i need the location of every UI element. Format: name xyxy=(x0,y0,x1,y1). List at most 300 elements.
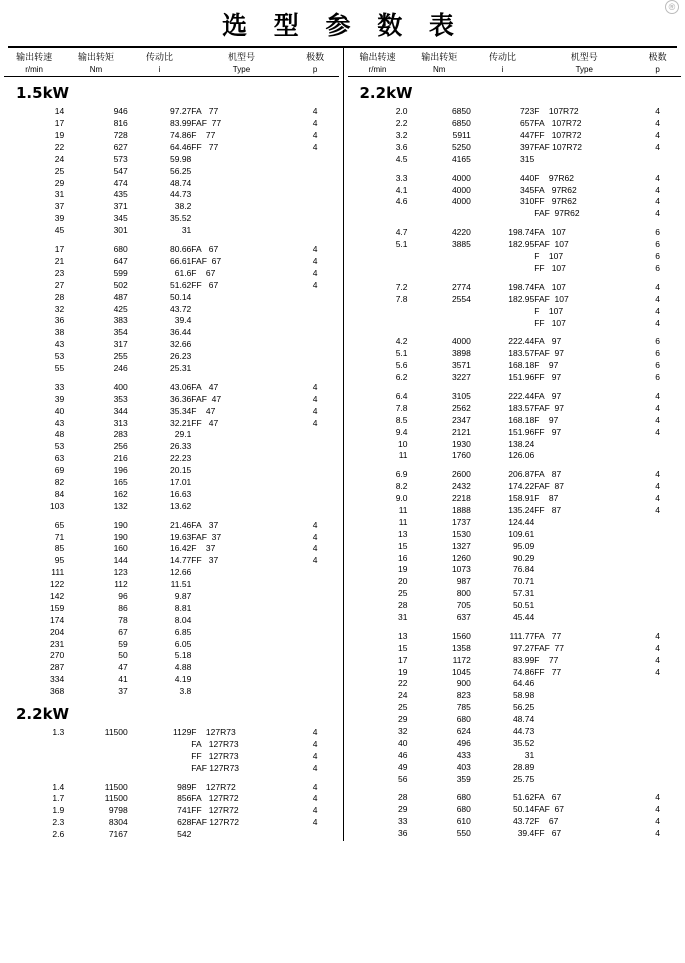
power-rating-heading: 2.2kW xyxy=(359,84,413,103)
cell-poles xyxy=(292,650,339,662)
cell-output-torque: 785 xyxy=(456,702,471,713)
table-row xyxy=(348,106,682,118)
cell-poles xyxy=(634,564,681,576)
table-row xyxy=(348,738,682,750)
table-row xyxy=(348,185,682,197)
cell-ratio: 310 xyxy=(520,196,535,207)
cell-output-torque: 5911 xyxy=(452,130,471,141)
cell-output-torque: 11500 xyxy=(104,781,128,792)
cell-poles: 4 xyxy=(655,792,660,803)
group-spacer xyxy=(348,785,682,792)
cell-output-torque: 800 xyxy=(456,588,471,599)
cell-ratio: 19.63 xyxy=(170,531,192,542)
table-row xyxy=(4,315,339,327)
cell-output-torque: 354 xyxy=(113,327,128,338)
cell-poles xyxy=(292,829,339,841)
cell-poles: 4 xyxy=(655,426,660,437)
cell-output-speed: 1.7 xyxy=(52,793,65,804)
cell-output-torque xyxy=(408,208,471,220)
cell-poles xyxy=(634,726,681,738)
cell-output-speed: 6.9 xyxy=(395,469,408,480)
table-row xyxy=(4,662,339,674)
cell-poles: 4 xyxy=(312,130,318,141)
cell-output-speed: 1.9 xyxy=(52,805,65,816)
cell-poles xyxy=(634,750,681,762)
cell-poles: 4 xyxy=(312,255,318,266)
table-row xyxy=(4,130,339,142)
cell-output-torque: 3885 xyxy=(451,239,471,250)
cell-type: F 67 xyxy=(534,816,559,827)
table-row xyxy=(348,750,682,762)
cell-poles xyxy=(634,154,681,166)
cell-ratio: 3.8 xyxy=(179,686,192,697)
cell-ratio: 29.1 xyxy=(174,429,192,440)
cell-output-torque: 96 xyxy=(118,590,128,601)
cell-poles xyxy=(292,567,339,579)
cell-ratio: 59.98 xyxy=(170,153,192,164)
table-columns xyxy=(0,48,685,841)
cell-output-torque: 705 xyxy=(456,600,471,611)
cell-output-torque: 4000 xyxy=(451,196,471,207)
cell-poles xyxy=(292,351,339,363)
table-row xyxy=(348,439,682,451)
cell-output-speed: 1.4 xyxy=(52,781,65,792)
cell-type: FAF 37 xyxy=(191,531,222,542)
table-row xyxy=(348,469,682,481)
table-row xyxy=(348,804,682,816)
cell-output-torque: 1260 xyxy=(451,552,471,563)
cell-ratio: 440 xyxy=(520,172,535,183)
table-row xyxy=(348,631,682,643)
cell-output-speed: 174 xyxy=(50,614,65,625)
table-row xyxy=(348,415,682,427)
cell-type xyxy=(534,154,634,166)
cell-output-speed: 368 xyxy=(50,686,65,697)
cell-output-speed: 11 xyxy=(398,450,408,461)
cell-output-speed: 24 xyxy=(54,153,65,164)
cell-output-speed: 17 xyxy=(54,118,65,129)
cell-type xyxy=(191,603,291,615)
table-row xyxy=(348,263,682,275)
cell-type xyxy=(191,315,291,327)
cell-ratio: 109.61 xyxy=(508,528,535,539)
cell-poles xyxy=(634,762,681,774)
cell-output-torque: 283 xyxy=(113,429,128,440)
cell-type: FF 97R62 xyxy=(534,196,577,207)
cell-type xyxy=(191,225,291,237)
cell-type xyxy=(191,429,291,441)
power-rating-heading: 2.2kW xyxy=(16,705,70,723)
cell-poles xyxy=(292,429,339,441)
cell-output-speed: 85 xyxy=(54,543,65,554)
cell-output-speed: 14 xyxy=(54,106,65,117)
cell-output-speed: 40 xyxy=(54,405,65,416)
table-row xyxy=(348,678,682,690)
cell-output-speed: 7.8 xyxy=(395,293,408,304)
cell-output-speed: 65 xyxy=(54,519,65,530)
group-spacer xyxy=(348,384,682,391)
cell-ratio: 447 xyxy=(520,130,535,141)
cell-type xyxy=(534,726,634,738)
cell-ratio: 4.19 xyxy=(174,674,192,685)
cell-ratio: 25.75 xyxy=(512,773,535,784)
table-row xyxy=(4,829,339,841)
cell-output-torque: 3227 xyxy=(451,372,471,383)
cell-type xyxy=(191,441,291,453)
table-row xyxy=(4,394,339,406)
cell-ratio: 31 xyxy=(181,225,192,236)
table-row xyxy=(4,805,339,817)
cell-output-speed: 36 xyxy=(54,315,65,326)
cell-type: F 77 xyxy=(191,130,216,141)
cell-output-speed: 4.5 xyxy=(395,153,408,164)
header-type: 机型号 Type xyxy=(570,53,598,75)
cell-output-torque: 2432 xyxy=(451,481,471,492)
cell-output-torque: 344 xyxy=(113,405,128,416)
cell-type: FA 37 xyxy=(191,519,219,530)
cell-output-torque: 196 xyxy=(113,465,128,476)
group-spacer xyxy=(348,275,682,282)
cell-output-torque: 403 xyxy=(456,761,471,772)
cell-ratio: 64.46 xyxy=(170,141,192,152)
cell-type xyxy=(534,738,634,750)
cell-output-torque: 383 xyxy=(113,315,128,326)
cell-output-speed: 6.2 xyxy=(395,372,408,383)
table-row xyxy=(348,481,682,493)
cell-ratio: 657 xyxy=(520,118,535,129)
table-row xyxy=(4,118,339,130)
cell-poles xyxy=(292,201,339,213)
table-row xyxy=(348,427,682,439)
cell-poles xyxy=(634,529,681,541)
cell-output-speed: 13 xyxy=(398,630,408,641)
cell-poles: 4 xyxy=(655,118,660,129)
cell-type: FAF 97R62 xyxy=(534,208,580,219)
cell-output-torque: 47 xyxy=(118,662,128,673)
cell-ratio: 124.44 xyxy=(508,516,535,527)
cell-poles: 4 xyxy=(655,816,660,827)
table-row xyxy=(4,739,339,751)
header-torque: 输出转矩 Nm xyxy=(77,53,114,75)
cell-output-speed xyxy=(348,208,408,220)
table-row xyxy=(4,727,339,739)
cell-type: FA 127R72 xyxy=(191,793,239,804)
cell-output-torque xyxy=(64,763,128,775)
cell-output-torque: 435 xyxy=(113,189,128,200)
cell-ratio xyxy=(471,318,534,330)
table-row xyxy=(4,304,339,316)
cell-type xyxy=(191,650,291,662)
cell-output-speed: 95 xyxy=(54,555,65,566)
cell-poles: 4 xyxy=(655,654,660,665)
cell-ratio: 83.99 xyxy=(512,654,535,665)
cell-output-speed: 53 xyxy=(54,441,65,452)
cell-output-torque: 823 xyxy=(456,690,471,701)
cell-output-torque: 624 xyxy=(456,726,471,736)
table-row xyxy=(4,429,339,441)
spec-table xyxy=(4,106,339,698)
cell-type: F 97 xyxy=(534,414,559,425)
cell-ratio: 345 xyxy=(520,184,535,195)
cell-output-torque: 4220 xyxy=(451,227,471,238)
cell-type xyxy=(191,477,291,489)
cell-poles: 4 xyxy=(655,504,660,515)
cell-output-torque: 816 xyxy=(113,118,128,129)
cell-output-speed: 28 xyxy=(398,600,408,611)
header-poles: 极数 p xyxy=(306,53,325,75)
cell-output-torque xyxy=(408,306,471,318)
table-row xyxy=(4,339,339,351)
cell-output-speed: 69 xyxy=(54,465,65,476)
cell-type: FAF 97 xyxy=(534,402,564,413)
cell-type xyxy=(534,678,634,690)
cell-output-torque xyxy=(408,318,471,330)
table-row xyxy=(348,690,682,702)
cell-poles xyxy=(634,714,681,726)
cell-poles: 4 xyxy=(312,244,318,255)
cell-ratio: 39.4 xyxy=(174,315,192,326)
cell-type: F 77 xyxy=(534,654,559,665)
cell-type: F 37 xyxy=(191,543,216,554)
cell-output-speed: 13 xyxy=(398,528,408,539)
cell-type: F 47 xyxy=(191,405,216,416)
cell-poles: 4 xyxy=(655,666,660,677)
cell-output-speed: 4.6 xyxy=(395,196,408,207)
cell-type xyxy=(191,465,291,477)
cell-output-speed: 21 xyxy=(54,255,65,266)
group-spacer xyxy=(4,513,339,520)
cell-output-speed: 29 xyxy=(398,804,408,815)
table-row xyxy=(348,306,682,318)
cell-output-torque: 1560 xyxy=(451,630,471,641)
cell-output-speed: 5.6 xyxy=(395,360,408,371)
cell-type: F 107R72 xyxy=(534,106,579,117)
cell-poles xyxy=(634,450,681,462)
cell-output-speed: 270 xyxy=(50,650,65,661)
cell-ratio: 16.63 xyxy=(170,488,192,499)
cell-type: FAF 107 xyxy=(534,293,569,304)
cell-output-speed xyxy=(4,763,64,775)
cell-output-torque: 627 xyxy=(113,141,128,152)
cell-type: F 107 xyxy=(534,305,564,316)
left-table-body xyxy=(4,77,339,841)
cell-poles: 4 xyxy=(312,762,318,773)
cell-output-torque: 190 xyxy=(113,531,128,542)
group-spacer xyxy=(4,775,339,782)
group-spacer xyxy=(4,237,339,244)
cell-output-speed: 122 xyxy=(50,579,65,590)
cell-type: FAF 127R73 xyxy=(191,762,240,773)
cell-output-speed: 25 xyxy=(54,165,65,176)
cell-poles xyxy=(634,576,681,588)
cell-ratio: 183.57 xyxy=(508,402,535,413)
header-speed: 输出转速 r/min xyxy=(16,53,53,75)
cell-type xyxy=(191,591,291,603)
cell-poles: 4 xyxy=(655,493,660,504)
cell-poles xyxy=(292,579,339,591)
cell-ratio: 151.96 xyxy=(508,372,535,383)
table-row xyxy=(348,600,682,612)
cell-poles xyxy=(292,591,339,603)
cell-ratio: 45.44 xyxy=(512,611,535,622)
cell-type xyxy=(534,439,634,451)
cell-output-torque: 345 xyxy=(113,213,128,224)
cell-output-torque: 162 xyxy=(113,488,128,499)
cell-poles: 4 xyxy=(655,196,660,207)
table-row xyxy=(4,477,339,489)
table-row xyxy=(4,817,339,829)
table-row xyxy=(4,520,339,532)
table-row xyxy=(4,154,339,166)
cell-output-torque: 11500 xyxy=(104,793,128,804)
cell-poles: 4 xyxy=(312,106,318,117)
cell-ratio: 66.61 xyxy=(170,255,192,266)
cell-output-speed: 7.8 xyxy=(395,402,408,413)
cell-poles: 6 xyxy=(655,360,660,371)
cell-ratio: 26.23 xyxy=(170,351,192,362)
cell-type xyxy=(534,750,634,762)
cell-type xyxy=(191,339,291,351)
cell-ratio: 38.2 xyxy=(174,201,192,212)
cell-ratio: 44.73 xyxy=(512,726,535,736)
cell-ratio: 856 xyxy=(177,793,192,804)
cell-type xyxy=(534,564,634,576)
cell-poles xyxy=(634,439,681,451)
cell-poles: 4 xyxy=(655,184,660,195)
cell-type: F 67 xyxy=(191,267,216,278)
cell-ratio: 9.87 xyxy=(174,590,192,601)
cell-ratio: 158.91 xyxy=(508,493,535,504)
cell-ratio: 56.25 xyxy=(512,702,535,713)
cell-output-speed: 28 xyxy=(54,291,65,302)
cell-ratio: 17.01 xyxy=(170,476,192,487)
cell-poles: 4 xyxy=(655,305,660,316)
cell-poles xyxy=(292,315,339,327)
cell-output-speed: 111 xyxy=(51,567,65,578)
table-row xyxy=(348,360,682,372)
cell-ratio: 182.95 xyxy=(508,239,535,250)
cell-poles xyxy=(292,674,339,686)
cell-poles xyxy=(292,453,339,465)
cell-poles xyxy=(292,304,339,316)
cell-output-speed: 40 xyxy=(398,737,408,748)
cell-ratio: 43.72 xyxy=(512,816,535,827)
cell-type xyxy=(534,762,634,774)
cell-poles xyxy=(292,639,339,651)
column-headers-left xyxy=(4,51,339,75)
power-rating-heading: 1.5kW xyxy=(16,84,70,103)
cell-type xyxy=(191,201,291,213)
cell-ratio: 74.86 xyxy=(170,130,192,141)
cell-ratio: 168.18 xyxy=(508,360,535,371)
table-row xyxy=(4,555,339,567)
cell-type xyxy=(191,686,291,698)
cell-output-speed: 10 xyxy=(398,438,408,449)
table-row xyxy=(348,655,682,667)
cell-output-speed: 287 xyxy=(50,662,65,673)
cell-poles xyxy=(292,489,339,501)
cell-output-torque: 680 xyxy=(113,244,128,255)
cell-output-speed: 2.2 xyxy=(395,118,408,129)
table-row xyxy=(4,650,339,662)
table-row xyxy=(348,667,682,679)
table-row xyxy=(348,714,682,726)
cell-ratio: 13.62 xyxy=(170,500,192,511)
cell-output-speed: 29 xyxy=(54,177,65,188)
cell-ratio: 21.46 xyxy=(170,519,192,530)
cell-ratio: 32.66 xyxy=(170,339,192,350)
cell-output-torque: 1172 xyxy=(452,654,471,665)
cell-ratio: 206.87 xyxy=(508,469,535,480)
cell-ratio: 8.81 xyxy=(174,602,192,613)
cell-ratio: 90.29 xyxy=(512,552,535,563)
cell-type: FA 77 xyxy=(534,630,562,641)
cell-output-speed: 37 xyxy=(54,201,65,212)
table-row xyxy=(4,453,339,465)
cell-output-speed: 24 xyxy=(398,690,408,701)
table-row xyxy=(348,130,682,142)
cell-poles xyxy=(292,213,339,225)
table-row xyxy=(348,348,682,360)
cell-type xyxy=(191,166,291,178)
cell-output-torque: 433 xyxy=(456,749,471,760)
cell-ratio: 222.44 xyxy=(508,336,535,347)
table-row xyxy=(348,553,682,565)
cell-ratio: 50.51 xyxy=(512,600,535,611)
cell-ratio xyxy=(471,208,534,220)
cell-output-speed: 2.0 xyxy=(395,106,408,117)
cell-output-speed: 2.6 xyxy=(52,829,65,840)
table-row xyxy=(4,532,339,544)
cell-type xyxy=(191,178,291,190)
table-row xyxy=(348,529,682,541)
cell-poles: 4 xyxy=(312,805,318,816)
cell-ratio: 6.05 xyxy=(174,638,192,649)
cell-output-speed xyxy=(4,751,64,763)
cell-ratio: 315 xyxy=(520,153,535,164)
cell-ratio: 50.14 xyxy=(170,291,192,302)
cell-ratio: 36.44 xyxy=(170,327,192,338)
header-speed: 输出转速 r/min xyxy=(359,53,396,75)
cell-ratio: 741 xyxy=(177,805,192,816)
cell-ratio: 198.74 xyxy=(508,281,535,292)
cell-output-speed: 25 xyxy=(398,702,408,713)
cell-type xyxy=(534,553,634,565)
cell-type xyxy=(191,292,291,304)
cell-output-torque: 317 xyxy=(113,339,128,350)
cell-type xyxy=(191,501,291,513)
cell-output-speed: 38 xyxy=(54,327,65,338)
cell-output-torque: 1327 xyxy=(451,540,471,551)
cell-poles: 4 xyxy=(312,543,318,554)
table-row xyxy=(4,782,339,794)
cell-poles: 4 xyxy=(312,793,318,804)
cell-type xyxy=(191,615,291,627)
cell-type: FAF 67 xyxy=(534,804,564,815)
cell-ratio: 70.71 xyxy=(512,576,535,587)
cell-output-speed: 32 xyxy=(54,303,65,314)
cell-output-speed: 23 xyxy=(54,267,65,278)
cell-type xyxy=(191,453,291,465)
group-spacer xyxy=(348,329,682,336)
cell-ratio xyxy=(471,263,534,275)
cell-output-speed: 17 xyxy=(54,244,65,255)
table-row xyxy=(348,774,682,786)
cell-output-speed: 15 xyxy=(398,540,408,551)
cell-ratio: 35.52 xyxy=(512,737,535,748)
cell-poles: 4 xyxy=(655,141,660,152)
cell-output-torque: 425 xyxy=(113,303,128,314)
